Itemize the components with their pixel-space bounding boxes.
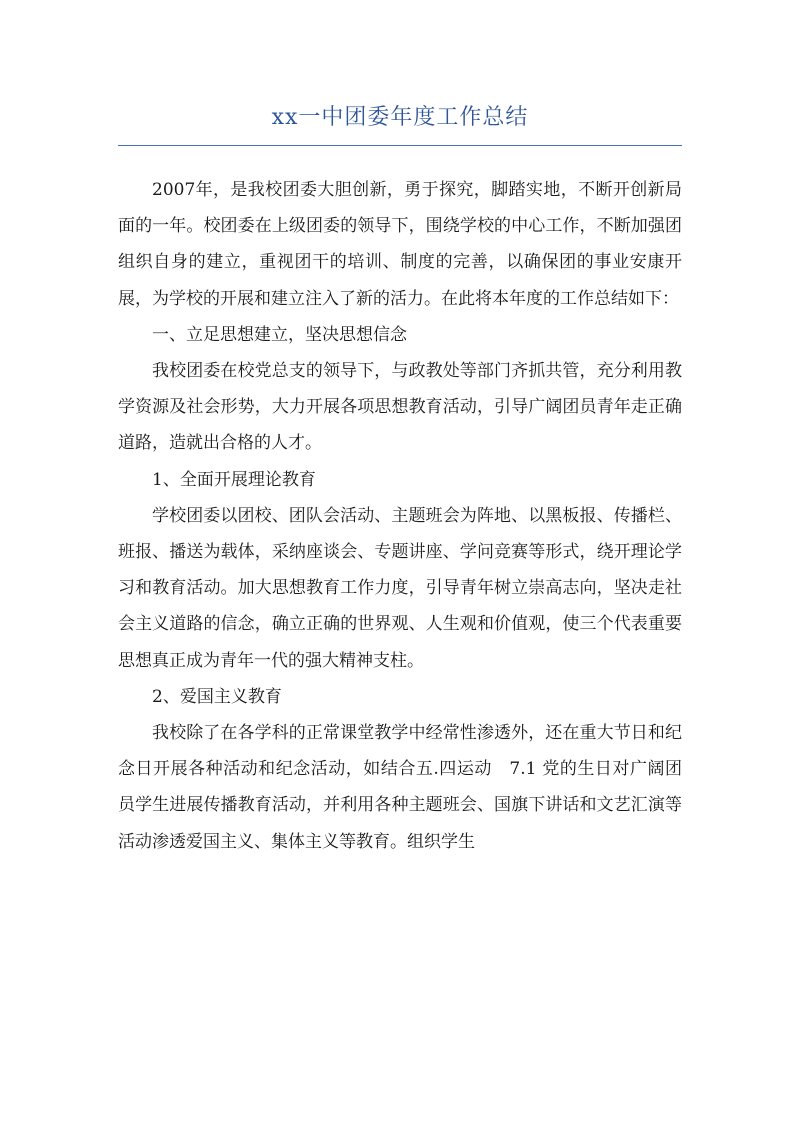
paragraph-section-1: 我校团委在校党总支的领导下，与政教处等部门齐抓共管，充分利用教学资源及社会形势，大力开展各项思想教育活动，引导广阔团员青年走正确道路，造就出合格的人才。 bbox=[118, 361, 682, 454]
document-title: xx一中团委年度工作总结 bbox=[271, 105, 529, 130]
paragraph-subsection-2: 我校除了在各学科的正常课堂教学中经常性渗透外，还在重大节日和纪念日开展各种活动和纪念活动，如结合五.四运动 7.1 党的生日对广阔团员学生进展传播教育活动，并利用各种主题班会、国旗下讲话和文艺汇演等活动渗透爱国主义、集体主义等教育。组织学生 bbox=[118, 723, 682, 852]
paragraph-intro: 2007年，是我校团委大胆创新，勇于探究，脚踏实地，不断开创新局面的一年。校团委在上级团委的领导下，围绕学校的中心工作，不断加强团组织自身的建立，重视团干的培训、制度的完善，以确保团的事业安康开展，为学校的开展和建立注入了新的活力。在此将本年度的工作总结如下： bbox=[118, 180, 682, 309]
subheading-2: 2、爱国主义教育 bbox=[152, 686, 282, 707]
paragraph-subsection-1: 学校团委以团校、团队会活动、主题班会为阵地、以黑板报、传播栏、班报、播送为载体，采纳座谈会、专题讲座、学问竞赛等形式，绕开理论学习和教育活动。加大思想教育工作力度，引导青年树立崇高志向，坚决走社会主义道路的信念，确立正确的世界观、人生观和价值观，使三个代表重要思想真正成为青年一代的强大精神支柱。 bbox=[118, 505, 682, 671]
title-underline bbox=[118, 145, 682, 146]
subheading-1: 1、全面开展理论教育 bbox=[152, 469, 316, 490]
section-heading-1: 一、立足思想建立，坚决思想信念 bbox=[152, 324, 407, 345]
document-body bbox=[118, 172, 682, 860]
